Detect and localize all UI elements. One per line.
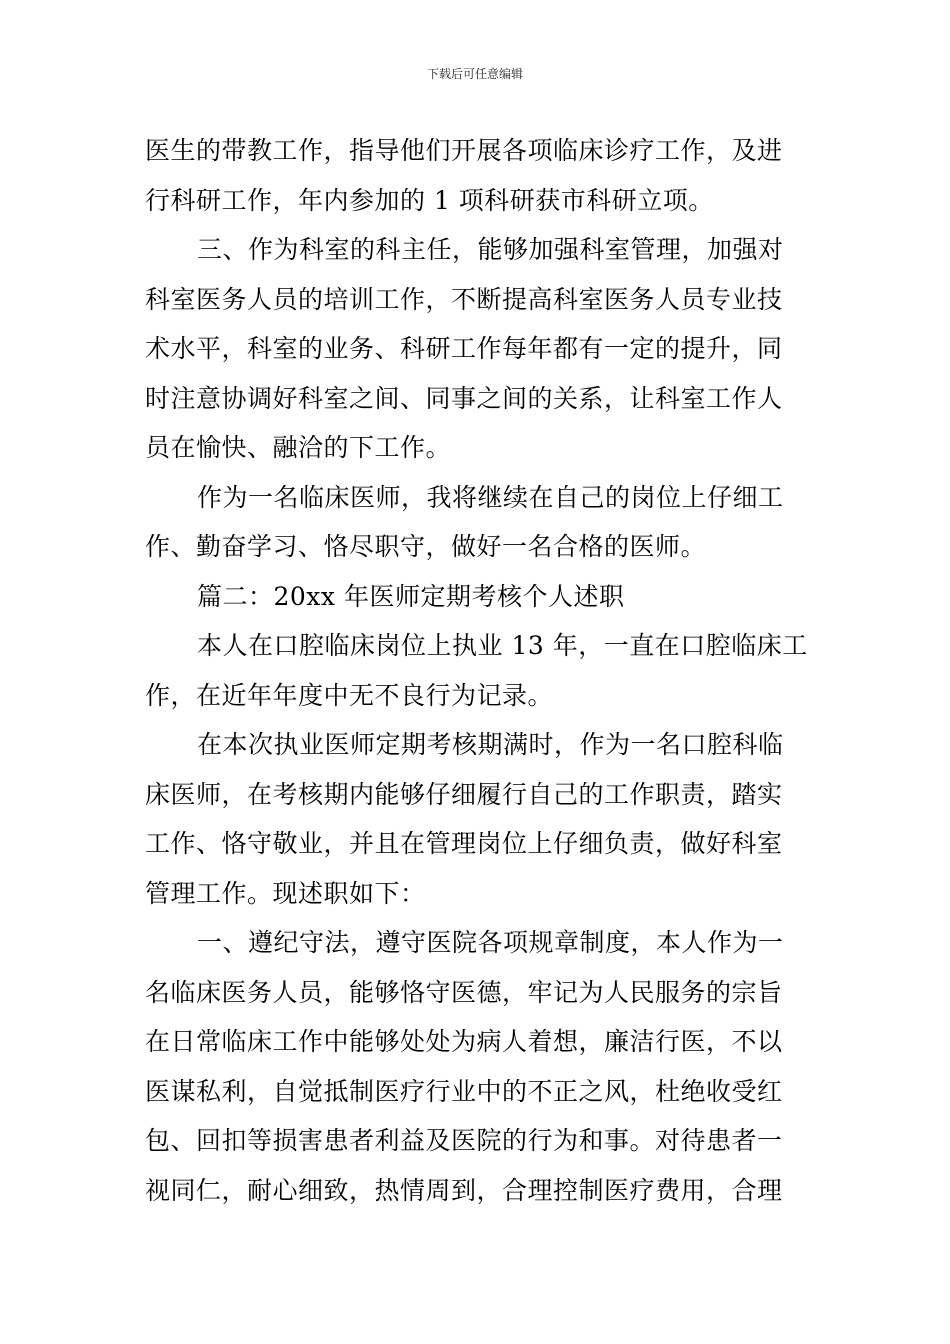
text-line: 员在愉快、融洽的下工作。 (145, 433, 452, 462)
section-heading: 篇二：20xx 年医师定期考核个人述职 (197, 581, 625, 611)
text-line: 术水平，科室的业务、科研工作每年都有一定的提升，同 (145, 334, 783, 363)
text-line: 床医师，在考核期内能够仔细履行自己的工作职责，踏实 (145, 779, 783, 809)
text-line: 医生的带教工作，指导他们开展各项临床诊疗工作，及进 (145, 136, 783, 165)
text-line: 在本次执业医师定期考核期满时，作为一名口腔科临 (197, 730, 784, 759)
text-line: 名临床医务人员，能够恪守医德，牢记为人民服务的宗旨 (145, 977, 783, 1007)
text-line: 一、遵纪守法，遵守医院各项规章制度，本人作为一 (197, 928, 784, 957)
text-line: 包、回扣等损害患者利益及医院的行为和事。对待患者一 (145, 1126, 783, 1155)
text-line: 时注意协调好科室之间、同事之间的关系，让科室工作人 (145, 383, 783, 413)
page-header: 下载后可任意编辑 (426, 67, 523, 81)
document-body (145, 126, 808, 1215)
text-line: 视同仁，耐心细致，热情周到，合理控制医疗费用，合理 (145, 1175, 783, 1205)
text-line: 作为一名临床医师，我将继续在自己的岗位上仔细工 (197, 482, 784, 512)
text-line: 本人在口腔临床岗位上执业 13 年，一直在口腔临床工 (197, 631, 808, 660)
text-line: 作，在近年年度中无不良行为记录。 (145, 680, 554, 710)
text-line: 管理工作。现述职如下： (145, 878, 426, 908)
text-line: 工作、恪守敬业，并且在管理岗位上仔细负责，做好科室 (145, 829, 783, 858)
text-line: 医谋私利，自觉抵制医疗行业中的不正之风，杜绝收受红 (145, 1076, 783, 1106)
text-line: 作、勤奋学习、恪尽职守，做好一名合格的医师。 (145, 532, 707, 561)
text-line: 科室医务人员的培训工作，不断提高科室医务人员专业技 (145, 284, 783, 314)
text-line: 三、作为科室的科主任，能够加强科室管理，加强对 (197, 235, 784, 264)
text-line: 在日常临床工作中能够处处为病人着想，廉洁行医，不以 (145, 1027, 783, 1056)
text-line: 行科研工作，年内参加的 1 项科研获市科研立项。 (145, 185, 714, 215)
